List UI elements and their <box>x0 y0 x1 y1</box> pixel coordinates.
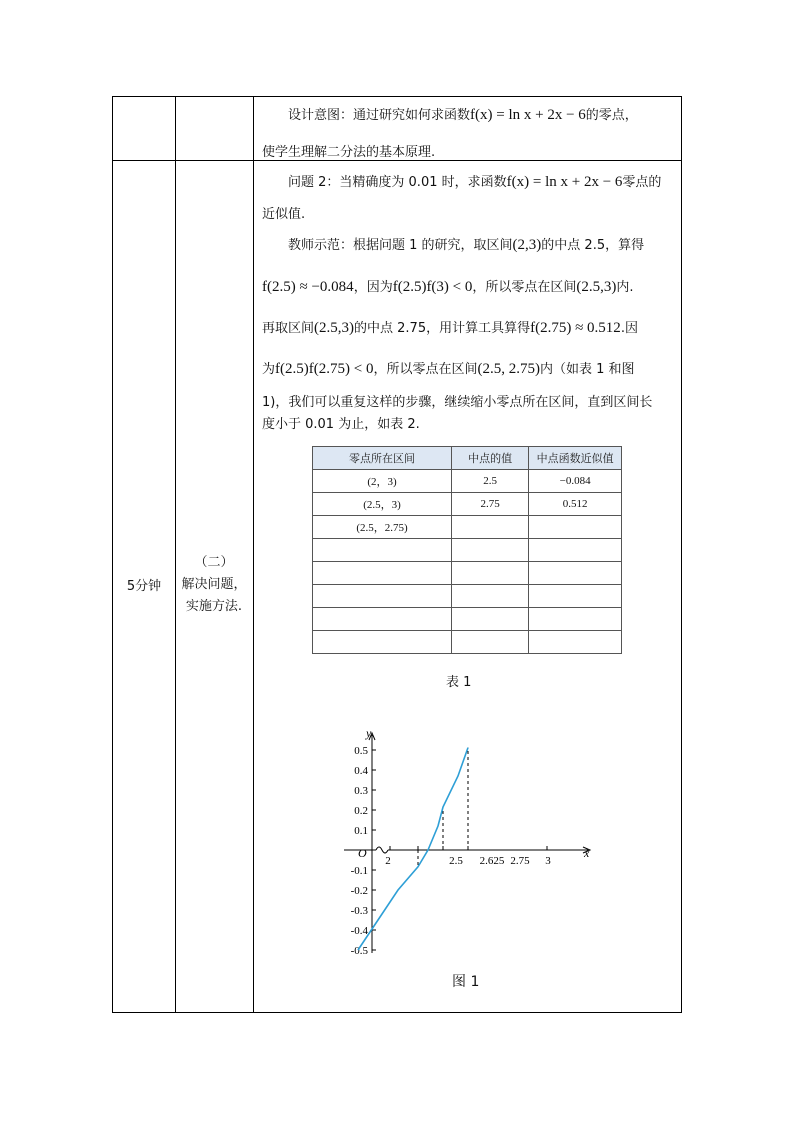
table-border-left <box>112 96 113 1013</box>
y-tick-label: -0.2 <box>350 885 368 897</box>
header-midpoint-value: 中点函数近似值 <box>529 447 622 470</box>
function-curve <box>358 748 468 950</box>
time-cell: 5分钟 <box>126 579 162 594</box>
table-cell <box>452 608 529 631</box>
interval-table <box>312 446 622 654</box>
table-row <box>313 470 622 493</box>
table-row <box>313 539 622 562</box>
x-tick-label: 2.75 <box>510 855 530 867</box>
table-row <box>313 631 622 654</box>
table-cell <box>313 608 452 631</box>
y-tick-label: 0.4 <box>354 765 368 777</box>
stage-line-1: （二） <box>194 555 234 570</box>
header-interval: 零点所在区间 <box>313 447 452 470</box>
origin-label: O <box>358 846 367 860</box>
design-intent-line-2: 使学生理解二分法的基本原理. <box>262 145 436 160</box>
table-col-divider-1 <box>175 96 176 1013</box>
table-cell <box>313 539 452 562</box>
demo-math: (2,3) <box>512 237 542 253</box>
table-cell <box>313 562 452 585</box>
demo-text: ，所以零点在区间 <box>472 280 577 295</box>
demo-text: .因 <box>620 321 638 336</box>
demo-text: 内（如表 1 和图 <box>539 362 635 377</box>
stage-line-3: 实施方法. <box>185 599 243 614</box>
demo-math: f(2.5)f(3) < 0 <box>392 279 473 295</box>
demo-text: 内. <box>616 280 634 295</box>
demo-math: (2.5, 2.75) <box>477 361 540 377</box>
stage-cell <box>177 552 251 618</box>
problem2-prefix: 问题 2：当精确度为 0.01 时，求函数 <box>288 175 507 190</box>
table-row <box>313 585 622 608</box>
x-tick-label: 2 <box>385 855 391 867</box>
table-row-divider <box>112 160 682 161</box>
table-cell: −0.084 <box>529 470 622 493</box>
y-tick-label: -0.1 <box>350 865 368 877</box>
table-cell <box>529 539 622 562</box>
y-tick-label: 0.3 <box>354 785 368 797</box>
table-cell <box>452 562 529 585</box>
table-border-top <box>112 96 682 97</box>
demo-text: 为 <box>262 362 276 377</box>
table-cell: (2.5，3) <box>313 493 452 516</box>
table-cell: (2，3) <box>313 470 452 493</box>
demo-line-3 <box>262 317 677 337</box>
y-tick-label: -0.5 <box>350 945 368 955</box>
design-intent-line-1 <box>262 104 677 124</box>
demo-line-1 <box>262 234 677 254</box>
stage-line-2: 解决问题， <box>181 577 247 592</box>
function-graph <box>320 725 620 955</box>
table-cell: 0.512 <box>529 493 622 516</box>
table-cell <box>452 539 529 562</box>
y-tick-label: -0.4 <box>350 925 368 937</box>
table-cell <box>452 631 529 654</box>
table-cell <box>452 516 529 539</box>
table-cell <box>529 608 622 631</box>
table-cell <box>452 585 529 608</box>
table-row <box>313 562 622 585</box>
table-border-bottom <box>112 1012 682 1013</box>
problem2-line-1 <box>262 171 677 191</box>
demo-text: 的中点 2.75，用计算工具算得 <box>354 321 531 336</box>
y-axis-label: y <box>366 726 372 740</box>
table-row <box>313 493 622 516</box>
x-axis-label: x <box>584 846 590 860</box>
y-tick-label: 0.1 <box>354 825 368 837</box>
problem2-line-2: 近似值. <box>262 207 306 222</box>
table-cell <box>529 631 622 654</box>
table-cell <box>313 585 452 608</box>
table-cell <box>529 562 622 585</box>
x-tick-label: 2.5 <box>449 855 463 867</box>
demo-math: f(2.5) ≈ −0.084 <box>262 279 354 295</box>
demo-line-6: 度小于 0.01 为止，如表 2. <box>262 417 420 432</box>
problem2-formula: f(x) = ln x + 2x − 6 <box>506 174 623 190</box>
x-tick-label: 2.625 <box>479 855 505 867</box>
demo-math: f(2.75) ≈ 0.512 <box>530 320 621 336</box>
demo-text: 教师示范：根据问题 1 的研究，取区间 <box>288 238 513 253</box>
demo-line-2 <box>262 276 677 296</box>
design-formula: f(x) = ln x + 2x − 6 <box>470 107 586 123</box>
demo-text: 的中点 2.5，算得 <box>541 238 645 253</box>
table-cell: (2.5，2.75) <box>313 516 452 539</box>
table-header-row <box>313 447 622 470</box>
y-tick-label: -0.3 <box>350 905 368 917</box>
demo-text: ，因为 <box>353 280 393 295</box>
table-row <box>313 516 622 539</box>
demo-text: ，所以零点在区间 <box>373 362 478 377</box>
table-cell: 2.5 <box>452 470 529 493</box>
y-tick-label: 0.5 <box>354 745 368 757</box>
table-row <box>313 608 622 631</box>
demo-text: 再取区间 <box>262 321 315 336</box>
demo-math: (2.5,3) <box>314 320 355 336</box>
demo-math: f(2.5)f(2.75) < 0 <box>275 361 374 377</box>
problem2-suffix: 零点的 <box>622 175 662 190</box>
y-tick-label: 0.2 <box>354 805 368 817</box>
table-cell <box>313 631 452 654</box>
x-tick-label: 3 <box>545 855 551 867</box>
design-prefix: 设计意图：通过研究如何求函数 <box>288 108 471 123</box>
table-cell <box>529 585 622 608</box>
x-axis-break <box>376 847 388 853</box>
demo-line-5: 1)，我们可以重复这样的步骤，继续缩小零点所在区间，直到区间长 <box>262 395 653 410</box>
table-cell <box>529 516 622 539</box>
table-border-right <box>681 96 682 1013</box>
demo-line-4 <box>262 358 677 378</box>
table-cell: 2.75 <box>452 493 529 516</box>
table-col-divider-2 <box>253 96 254 1013</box>
table-caption: 表 1 <box>446 675 472 690</box>
design-suffix: 的零点， <box>585 108 638 123</box>
demo-math: (2.5,3) <box>576 279 617 295</box>
figure-caption: 图 1 <box>452 974 480 990</box>
header-midpoint: 中点的值 <box>452 447 529 470</box>
